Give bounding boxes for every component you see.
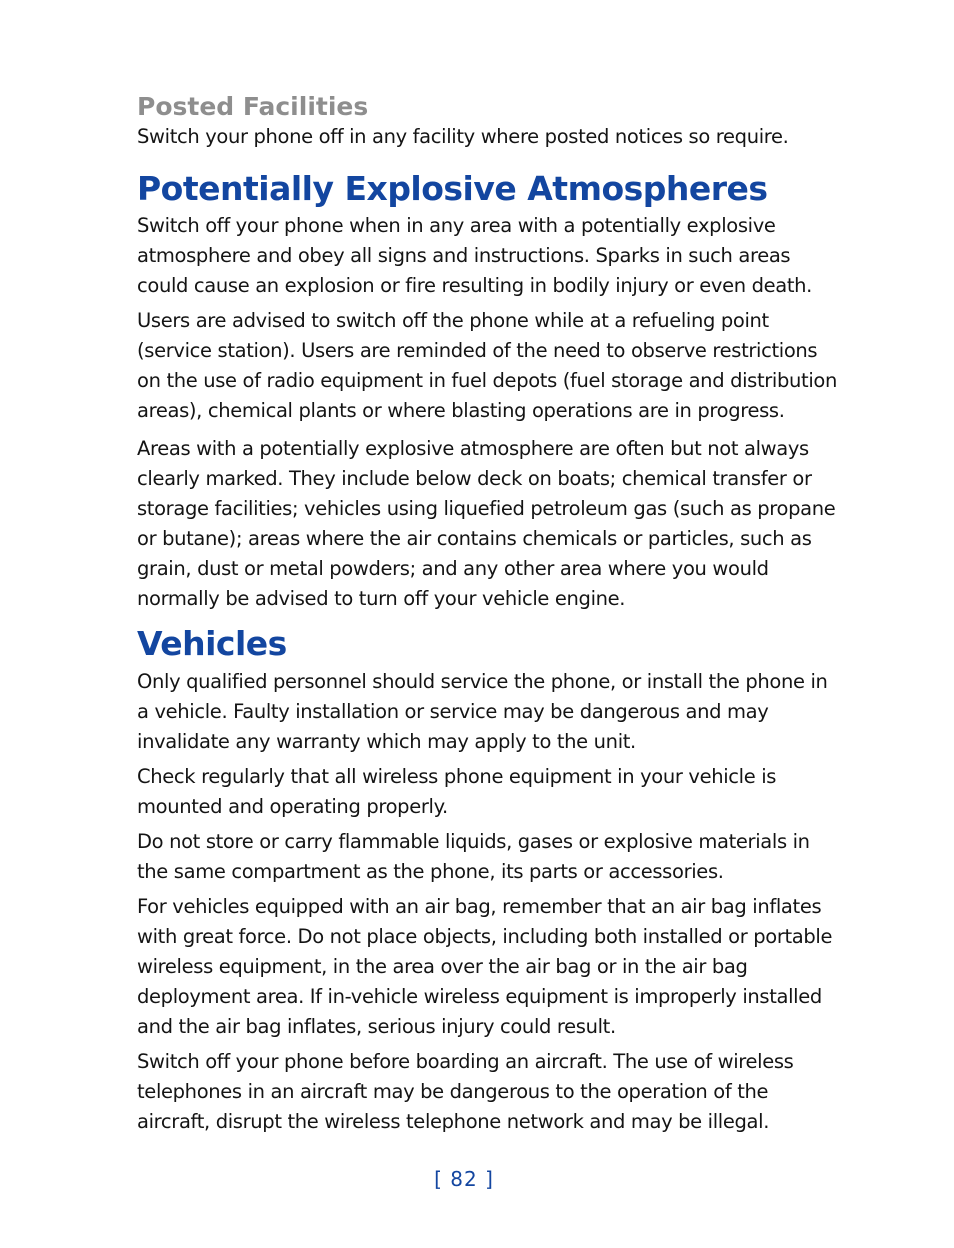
paragraph: Switch your phone off in any facility where posted notices so require. [137, 125, 789, 148]
paragraph: For vehicles equipped with an air bag, remember that an air bag inflates with great force. Do not place objects, including both installed or portable wireless equipment, in the area over the air bag or in the air bag deployment area. If in-vehicle wireless equipment is improperly installed and the air bag inflates, serious injury could result. [137, 895, 833, 1038]
page-number: [ 82 ] [434, 1167, 494, 1191]
document-page [137, 92, 837, 1137]
paragraph: Check regularly that all wireless phone equipment in your vehicle is mounted and operating properly. [137, 765, 777, 818]
paragraph: Do not store or carry flammable liquids, gases or explosive materials in the same compartment as the phone, its parts or accessories. [137, 830, 810, 883]
paragraph: Users are advised to switch off the phone while at a refueling point (service station). Users are reminded of the need to observe restrictions on the use of radio equipment in fuel depots (fuel storage and distribution areas), chemical plants or where blasting operations are in progress. [137, 309, 837, 422]
paragraph: Areas with a potentially explosive atmosphere are often but not always clearly marked. They include below deck on boats; chemical transfer or storage facilities; vehicles using liquefied petroleum gas (such as propane or butane); areas where the air contains chemicals or particles, such as grain, dust or metal powders; and any other area where you would normally be advised to turn off your vehicle engine. [137, 437, 836, 610]
paragraph: Only qualified personnel should service the phone, or install the phone in a vehicle. Faulty installation or service may be dangerous and may invalidate any warranty which may apply to the unit. [137, 670, 828, 753]
paragraph: Switch off your phone when in any area with a potentially explosive atmosphere and obey all signs and instructions. Sparks in such areas could cause an explosion or fire resulting in bodily injury or even death. [137, 214, 813, 297]
paragraph: Switch off your phone before boarding an aircraft. The use of wireless telephones in an aircraft may be dangerous to the operation of the aircraft, disrupt the wireless telephone network and may be illegal. [137, 1050, 794, 1133]
section-subheading-posted-facilities: Posted Facilities [137, 92, 369, 121]
section-heading-vehicles: Vehicles [137, 624, 287, 663]
section-heading-explosive-atmospheres: Potentially Explosive Atmospheres [137, 169, 768, 208]
